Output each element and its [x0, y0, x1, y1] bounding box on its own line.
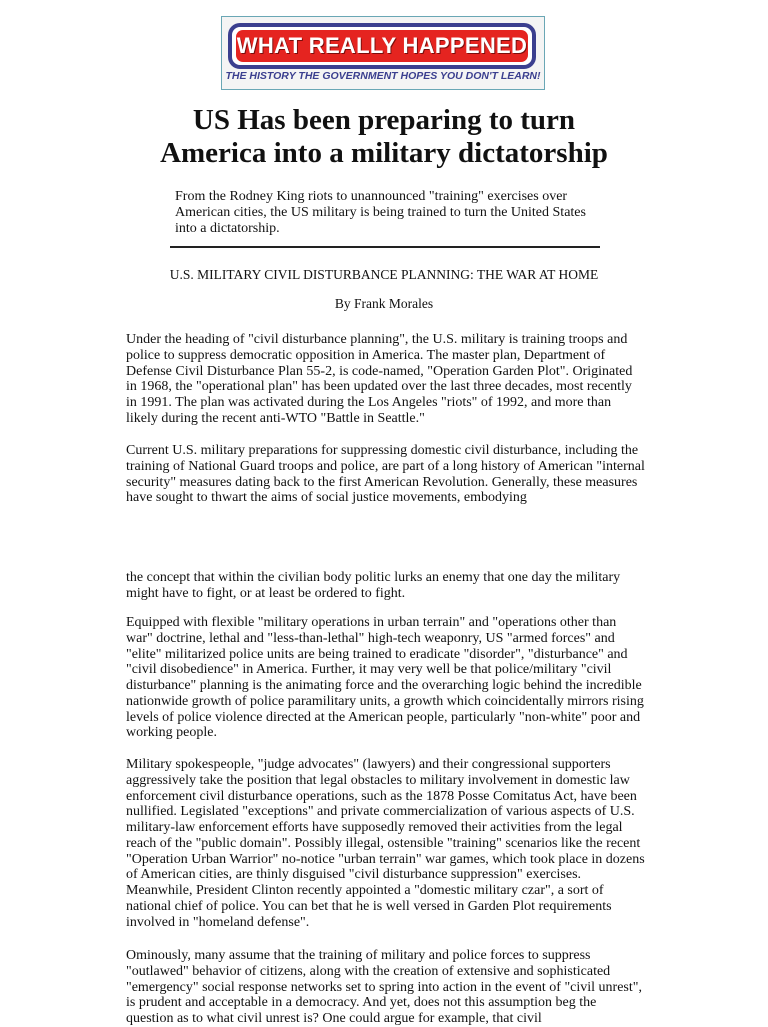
article-byline: By Frank Morales	[334, 296, 434, 311]
paragraph-5: Military spokespeople, "judge advocates" (lawyers) and their congressional supporters aggressively take the position that legal obstacles to military involvement in domestic law enforcement civil disturbance operations, such as the 1878 Posse Comitatus Act, have been nullified. Legislated "exceptions" and private commercialization of various aspects of U.S. military-law enforcement efforts have supposedly removed their activities from the legal reach of the "public domain". Possibly illegal, ostensible "training" scenarios like the recent "Operation Urban Warrior" no-notice "urban terrain" war games, which took place in dozens of American cities, are thinly disguised "civil disturbance suppression" exercises. Meanwhile, President Clinton recently appointed a "domestic military czar", a sort of national chief of police. You can bet that he is well versed in Garden Plot requirements involved in "homeland defense".	[126, 757, 645, 930]
logo-title: WHAT REALLY HAPPENED	[236, 30, 528, 62]
paragraph-6: Ominously, many assume that the training of military and police forces to suppress "outlawed" behavior of citizens, along with the creation of extensive and sophisticated "emergency" social response networks set to spring into action in the event of "civil unrest", is prudent and acceptable in a democracy. And yet, does not this assumption beg the question as to what civil unrest is? One could argue for example, that civil	[126, 948, 642, 1026]
paragraph-1: Under the heading of "civil disturbance planning", the U.S. military is training troops and police to suppress democratic opposition in America. The master plan, Department of Defense Civil Disturbance Plan 55-2, is code-named, "Operation Garden Plot". Originated in 1968, the "operational plan" has been updated over the last three decades, most recently in 1991. The plan was activated during the Los Angeles "riots" of 1992, and more than likely during the recent anti-WTO "Battle in Seattle."	[126, 332, 633, 426]
article-lead: From the Rodney King riots to unannounced "training" exercises over American cities, the US military is being trained to turn the United States into a dictatorship.	[175, 189, 586, 236]
divider	[170, 246, 600, 248]
article-title-line-2: America into a military dictatorship	[160, 137, 608, 169]
logo-tagline: THE HISTORY THE GOVERNMENT HOPES YOU DON'T LEARN!	[225, 70, 541, 82]
logo-banner	[228, 23, 536, 69]
article-title-line-1: US Has been preparing to turn	[192, 104, 576, 136]
paragraph-3: the concept that within the civilian body politic lurks an enemy that one day the military might have to fight, or at least be ordered to fight.	[126, 570, 621, 601]
paragraph-2: Current U.S. military preparations for suppressing domestic civil disturbance, including the training of National Guard troops and police, are part of a long history of American "internal security" measures dating back to the first American Revolution. Generally, these measures have sought to thwart the aims of social justice movements, embodying	[126, 443, 645, 506]
article-subhead: U.S. MILITARY CIVIL DISTURBANCE PLANNING: THE WAR AT HOME	[169, 267, 599, 282]
site-logo[interactable]	[221, 16, 545, 90]
article-title	[0, 104, 768, 170]
paragraph-4: Equipped with flexible "military operations in urban terrain" and "operations other than war" doctrine, lethal and "less-than-lethal" high-tech weaponry, US "armed forces" and "elite" militarized police units are being trained to eradicate "disorder", "disturbance" and "civil disobedience" in America. Further, it may very well be that police/military "civil disturbance" planning is the animating force and the overarching logic behind the incredible nationwide growth of police paramilitary units, a growth which coincidentally mirrors rising levels of police violence directed at the American people, particularly "non-white" poor and working people.	[126, 615, 644, 741]
